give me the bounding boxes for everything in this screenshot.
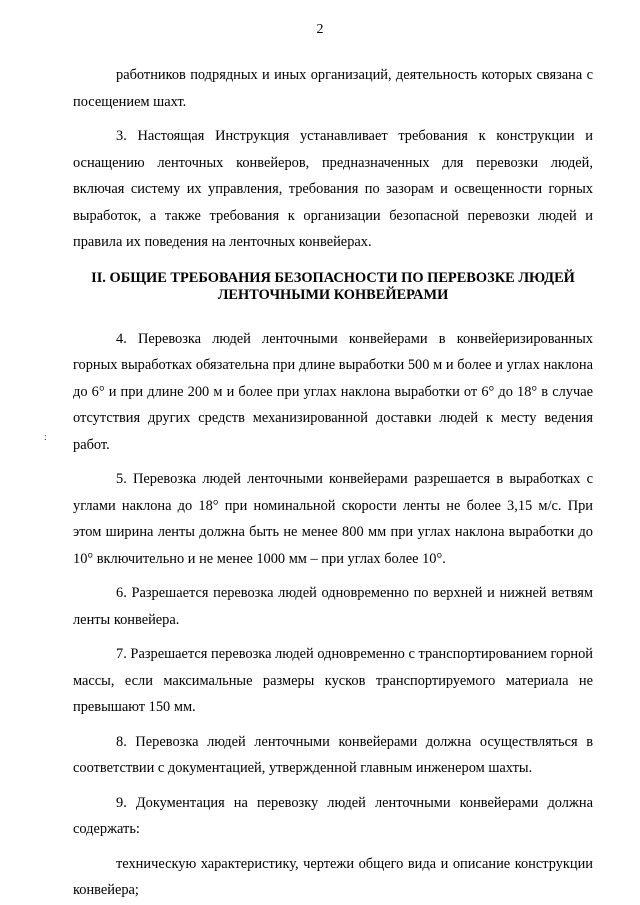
paragraph-7: 7. Разрешается перевозка людей одновременно с транспортированием горной массы, если максимальные размеры кусков транспортируемого материала не превышают 150 мм. — [73, 646, 593, 715]
section-heading: II. ОБЩИЕ ТРЕБОВАНИЯ БЕЗОПАСНОСТИ ПО ПЕРЕВОЗКЕ ЛЮДЕЙ ЛЕНТОЧНЫМИ КОНВЕЙЕРАМИ — [91, 269, 575, 303]
document-body — [73, 62, 593, 904]
paragraph-9: 9. Документация на перевозку людей ленточными конвейерами должна содержать: — [73, 794, 593, 837]
paragraph-5: 5. Перевозка людей ленточными конвейерами разрешается в выработках с углами наклона до 18° при номинальной скорости ленты не более 3,15 м/с. При этом ширина ленты должна быть не менее 800 мм при углах наклона выработки до 10° включительно и не менее 1000 мм – при углах более 10°. — [73, 471, 593, 567]
margin-mark: : — [44, 432, 47, 443]
paragraph-continuation: работников подрядных и иных организаций, деятельность которых связана с посещением шахт. — [73, 67, 593, 110]
page-number: 2 — [316, 22, 324, 37]
paragraph-6: 6. Разрешается перевозка людей одновременно по верхней и нижней ветвям ленты конвейера. — [73, 585, 593, 628]
paragraph-8: 8. Перевозка людей ленточными конвейерами должна осуществляться в соответствии с документацией, утвержденной главным инженером шахты. — [73, 733, 593, 776]
paragraph-3: 3. Настоящая Инструкция устанавливает требования к конструкции и оснащению ленточных конвейеров, предназначенных для перевозки людей, включая систему их управления, требования по зазорам и освещенности горных выработок, а также требования к организации безопасной перевозки людей и правила их поведения на ленточных конвейерах. — [73, 128, 593, 250]
paragraph-4: 4. Перевозка людей ленточными конвейерами в конвейеризированных горных выработках обязательна при длине выработки 500 м и более и углах наклона до 6° и при длине 200 м и более при углах наклона выработки от 6° до 18° в случае отсутствия других средств механизированной доставки людей к месту ведения работ. — [73, 330, 593, 453]
paragraph-9-item-1: техническую характеристику, чертежи общего вида и описание конструкции конвейера; — [73, 855, 593, 898]
